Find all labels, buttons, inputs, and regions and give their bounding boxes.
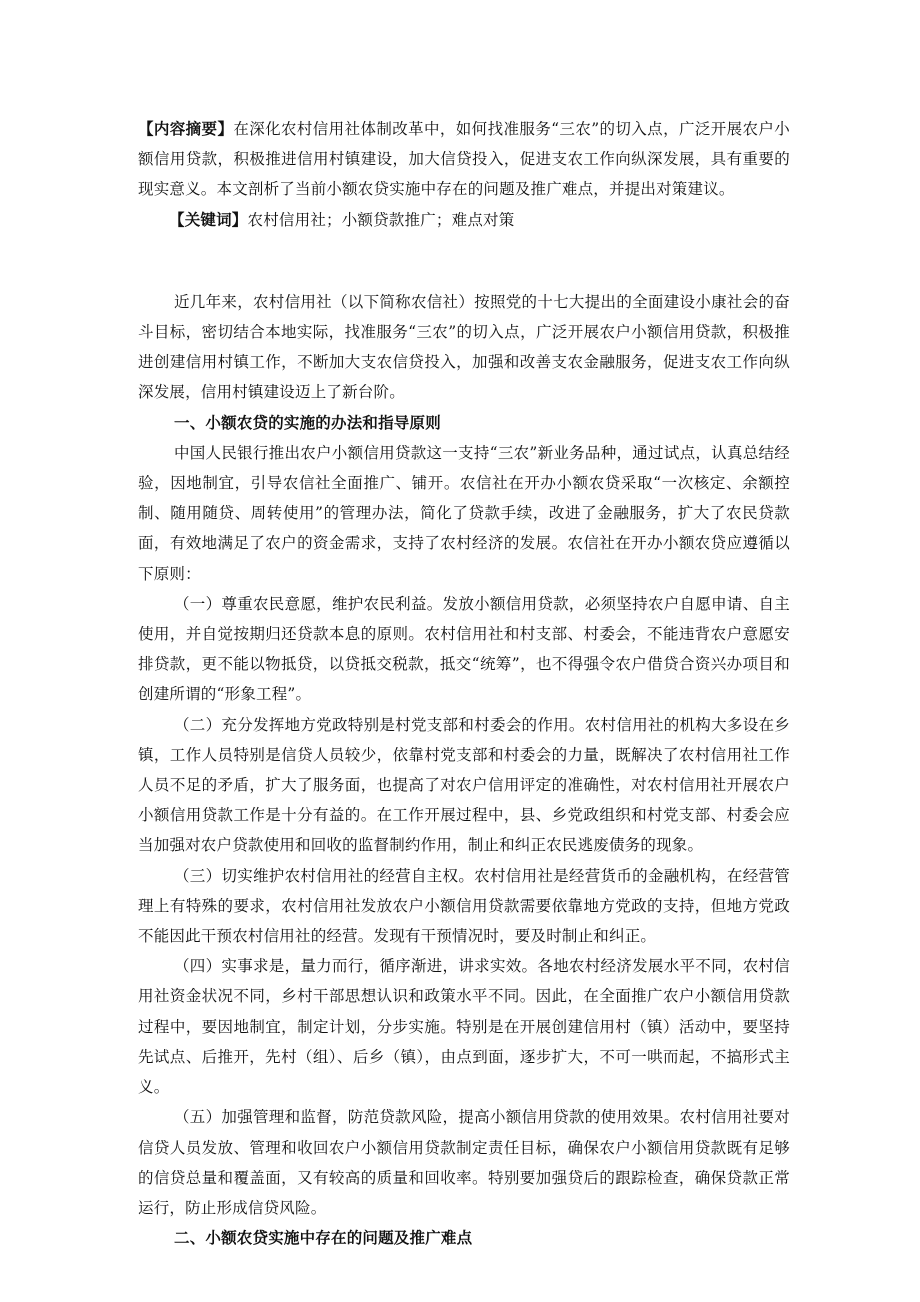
- principle-5: （五）加强管理和监督，防范贷款风险，提高小额信用贷款的使用效果。农村信用社要对信贷人员发放、管理和收回农户小额信用贷款制定责任目标，确保农户小额信用贷款既有足够的信贷总量和覆盖面，又有较高的质量和回收率。特别要加强贷后的跟踪检查，确保贷款正常运行，防止形成信贷风险。: [138, 1108, 790, 1217]
- section-1-intro: 中国人民银行推出农户小额信用贷款这一支持“三农”新业务品种，通过试点，认真总结经验，因地制宜，引导农信社全面推广、铺开。农信社在开办小额农贷采取“一次核定、余额控制、随用随贷、周转使用”的管理办法，简化了贷款手续，改进了金融服务，扩大了农民贷款面，有效地满足了农户的资金需求，支持了农村经济的发展。农信社在开办小额农贷应遵循以下原则：: [138, 443, 790, 583]
- principle-1: （一）尊重农民意愿，维护农民利益。发放小额信用贷款，必须坚持农户自愿申请、自主使用，并自觉按期归还贷款本息的原则。农村信用社和村支部、村委会，不能违背农户意愿安排贷款，更不能以物抵贷，以贷抵交税款，抵交“统筹”，也不得强令农户借贷合资兴办项目和创建所谓的“形象工程”。: [138, 594, 790, 704]
- section-spacer: [138, 235, 790, 287]
- document-page: [138, 114, 790, 1253]
- keywords-text: 农村信用社；小额贷款推广；难点对策: [247, 210, 515, 229]
- keywords-paragraph: [138, 205, 790, 235]
- abstract-paragraph: [138, 114, 790, 205]
- abstract-text: 在深化农村信用社体制改革中，如何找准服务“三农”的切入点，广泛开展农户小额信用贷款，积极推进信用村镇建设，加大信贷投入，促进支农工作向纵深发展，具有重要的现实意义。本文剖析了当前小额农贷实施中存在的问题及推广难点，并提出对策建议。: [138, 120, 790, 199]
- intro-paragraph: 近几年来，农村信用社（以下简称农信社）按照党的十七大提出的全面建设小康社会的奋斗目标，密切结合本地实际，找准服务“三农”的切入点，广泛开展农户小额信用贷款，积极推进创建信用村镇工作，不断加大支农信贷投入，加强和改善支农金融服务，促进支农工作向纵深发展，信用村镇建设迈上了新台阶。: [138, 292, 790, 402]
- abstract-label: 【内容摘要】: [138, 119, 234, 138]
- keywords-label: 【关键词】: [169, 209, 248, 229]
- principle-4: （四）实事求是，量力而行，循序渐进，讲求实效。各地农村经济发展水平不同，农村信用社资金状况不同，乡村干部思想认识和政策水平不同。因此，在全面推广农户小额信用贷款过程中，要因地制宜，制定计划，分步实施。特别是在开展创建信用村（镇）活动中，要坚持先试点、后推开，先村（组）、后乡（镇），由点到面，逐步扩大，不可一哄而起，不搞形式主义。: [138, 957, 790, 1097]
- principle-3: （三）切实维护农村信用社的经营自主权。农村信用社是经营货币的金融机构，在经营管理上有特殊的要求，农村信用社发放农户小额信用贷款需要依靠地方党政的支持，但地方党政不能因此干预农村信用社的经营。发现有干预情况时，要及时制止和纠正。: [138, 866, 790, 946]
- principle-2: （二）充分发挥地方党政特别是村党支部和村委会的作用。农村信用社的机构大多设在乡镇，工作人员特别是信贷人员较少，依靠村党支部和村委会的力量，既解决了农村信用社工作人员不足的矛盾，扩大了服务面，也提高了对农户信用评定的准确性，对农村信用社开展农户小额信用贷款工作是十分有益的。在工作开展过程中，县、乡党政组织和村党支部、村委会应当加强对农户贷款使用和回收的监督制约作用，制止和纠正农民逃废债务的现象。: [138, 715, 790, 855]
- section-2-heading: 二、小额农贷实施中存在的问题及推广难点: [174, 1228, 473, 1248]
- section-1-heading: 一、小额农贷的实施的办法和指导原则: [174, 412, 441, 432]
